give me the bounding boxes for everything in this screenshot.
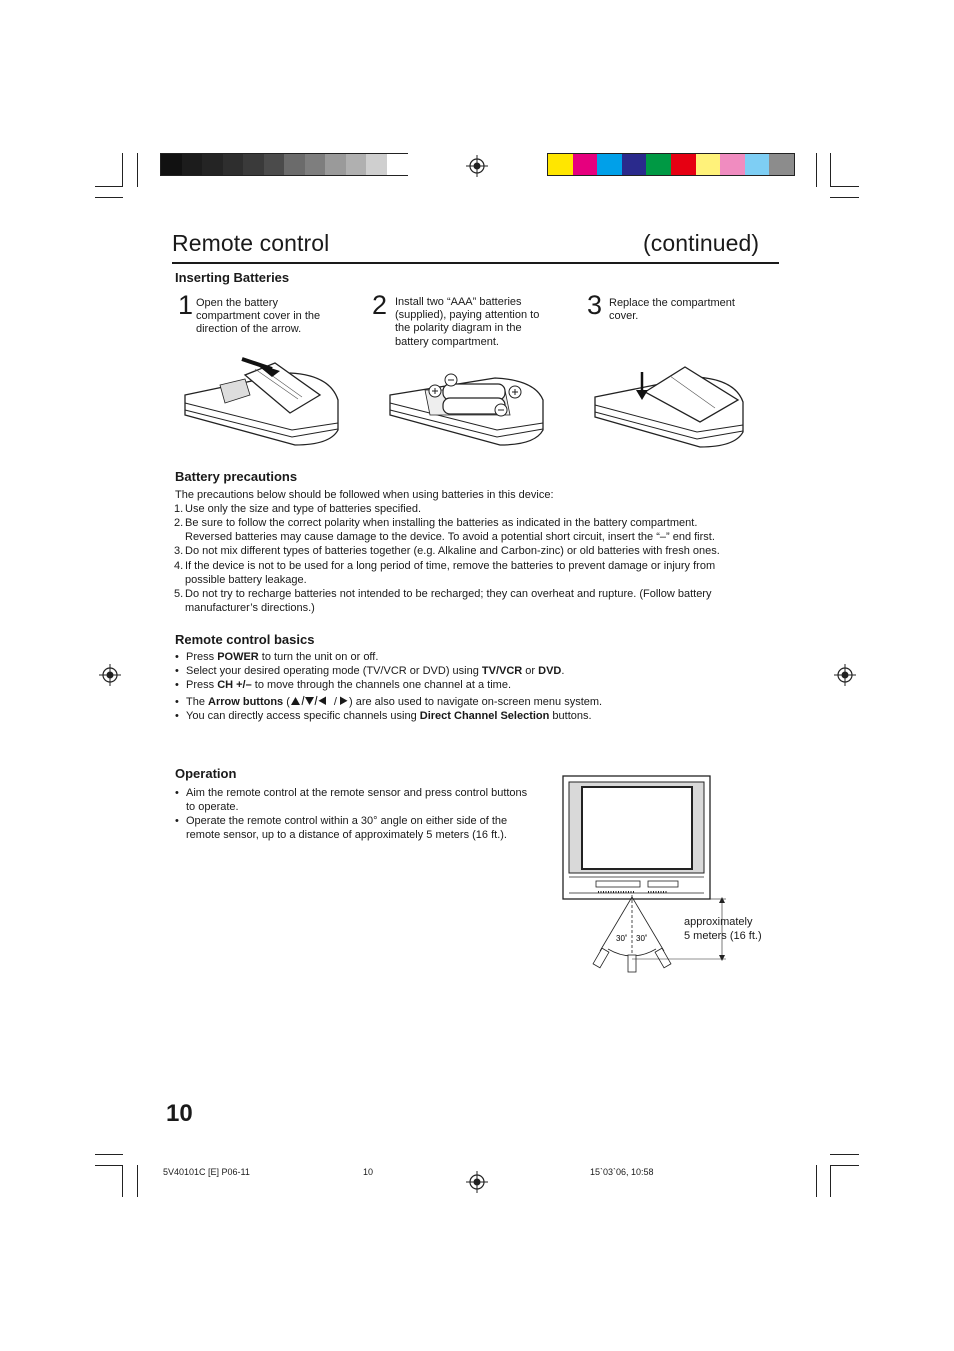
tv-remote-range-diagram <box>560 773 775 973</box>
gray-swatch <box>243 154 264 175</box>
arrow-right-icon <box>339 695 349 706</box>
remote-replace-cover-illustration <box>590 362 750 452</box>
remote-install-batteries-illustration <box>385 370 550 450</box>
gray-swatch <box>223 154 244 175</box>
step-3-number: 3 <box>587 290 603 320</box>
title-rule <box>172 262 779 264</box>
angle-left-label: 30˚ <box>616 934 628 943</box>
color-swatch <box>769 154 794 175</box>
footer-timestamp: 15`03`06, 10:58 <box>590 1167 654 1177</box>
gray-swatch <box>325 154 346 175</box>
operation-heading: Operation <box>175 766 237 781</box>
step-2-number: 2 <box>372 290 388 320</box>
step-1-text: Open the battery compartment cover in the direction of the arrow. <box>196 297 321 336</box>
color-swatch <box>720 154 745 175</box>
gray-swatch <box>305 154 326 175</box>
gray-swatch <box>161 154 182 175</box>
footer-page: 10 <box>363 1167 374 1177</box>
color-swatch <box>696 154 721 175</box>
color-swatch <box>671 154 696 175</box>
gray-swatch <box>284 154 305 175</box>
color-calibration-bar <box>547 153 795 176</box>
color-swatch <box>622 154 647 175</box>
grayscale-calibration-bar <box>160 153 408 176</box>
page-title-continued: (continued) <box>643 230 760 256</box>
gray-swatch <box>366 154 387 175</box>
registration-mark-icon <box>834 664 856 686</box>
arrow-buttons-icon <box>290 695 332 706</box>
registration-mark-icon <box>466 1171 488 1193</box>
color-swatch <box>646 154 671 175</box>
color-swatch <box>745 154 770 175</box>
inserting-batteries-heading: Inserting Batteries <box>175 270 290 285</box>
registration-mark-icon <box>466 155 488 177</box>
color-swatch <box>548 154 573 175</box>
step-1-number: 1 <box>178 290 194 320</box>
color-swatch <box>597 154 622 175</box>
gray-swatch <box>264 154 285 175</box>
page-number: 10 <box>166 1100 193 1127</box>
gray-swatch <box>387 154 408 175</box>
gray-swatch <box>202 154 223 175</box>
registration-mark-icon <box>99 664 121 686</box>
page-title: Remote control <box>172 230 330 256</box>
footer-code: 5V40101C [E] P06-11 <box>163 1167 250 1177</box>
distance-label: approximately 5 meters (16 ft.) <box>684 916 762 942</box>
remote-open-cover-illustration <box>180 355 345 450</box>
step-2-text: Install two “AAA” batteries (supplied), paying attention to the polarity diagram in the battery compartment. <box>395 296 540 348</box>
color-swatch <box>573 154 598 175</box>
step-3-text: Replace the compartment cover. <box>609 297 735 323</box>
battery-precautions-heading: Battery precautions <box>175 469 298 484</box>
angle-right-label: 30˚ <box>636 934 648 943</box>
remote-basics-heading: Remote control basics <box>175 632 315 647</box>
gray-swatch <box>346 154 367 175</box>
precautions-intro: The precautions below should be followed when using batteries in this device: <box>175 489 554 501</box>
gray-swatch <box>182 154 203 175</box>
